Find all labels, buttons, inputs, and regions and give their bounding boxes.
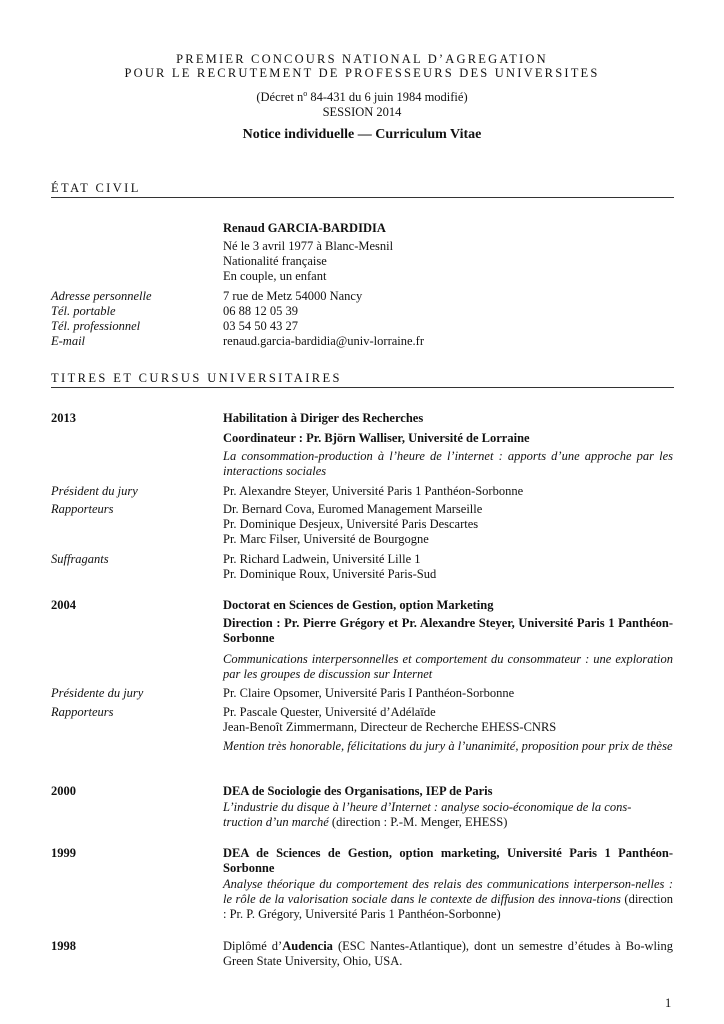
header-line-2: POUR LE RECRUTEMENT DE PROFESSEURS DES UNIVERSITES <box>124 66 600 80</box>
address-value: 7 rue de Metz 54000 Nancy <box>223 289 363 303</box>
session-line: SESSION 2014 <box>322 105 402 119</box>
hdr-rapporteur-3: Pr. Marc Filser, Université de Bourgogne <box>223 532 429 546</box>
doctorat-president: Pr. Claire Opsomer, Université Paris I Panthéon-Sorbonne <box>223 686 515 700</box>
year-2013: 2013 <box>51 411 76 425</box>
hdr-rapporteur-1: Dr. Bernard Cova, Euromed Management Marseille <box>223 502 483 516</box>
doctorat-rapporteurs-label: Rapporteurs <box>51 705 114 719</box>
dea2000-thesis-line-2 <box>223 815 673 830</box>
dea1999-thesis-block <box>223 877 673 922</box>
header-line-1: PREMIER CONCOURS NATIONAL D’AGREGATION <box>176 52 548 66</box>
doctorat-title: Doctorat en Sciences de Gestion, option Marketing <box>223 598 494 612</box>
birth-info: Né le 3 avril 1977 à Blanc-Mesnil <box>223 239 394 253</box>
section-etat-civil: ÉTAT CIVIL <box>51 181 674 198</box>
dea2000-thesis-line-1: L’industrie du disque à l’heure d’Internet : analyse socio-économique de la cons- <box>223 800 632 814</box>
person-name: Renaud GARCIA-BARDIDIA <box>223 221 386 235</box>
section-titres: TITRES ET CURSUS UNIVERSITAIRES <box>51 371 674 388</box>
email-value[interactable]: renaud.garcia-bardidia@univ-lorraine.fr <box>223 334 424 348</box>
hdr-rapporteur-2: Pr. Dominique Desjeux, Université Paris Descartes <box>223 517 479 531</box>
doctorat-president-label: Présidente du jury <box>51 686 144 700</box>
year-2000: 2000 <box>51 784 76 798</box>
mobile-value: 06 88 12 05 39 <box>223 304 298 318</box>
hdr-coordinator: Coordinateur : Pr. Björn Walliser, Université de Lorraine <box>223 431 530 445</box>
doctorat-thesis: Communications interpersonnelles et comportement du consommateur : une exploration par les groupes de discussion sur Internet <box>223 652 673 681</box>
year-1999: 1999 <box>51 846 76 860</box>
audencia-pre: Diplômé d’ <box>223 939 283 953</box>
audencia-entry <box>223 939 673 969</box>
work-phone-value: 03 54 50 43 27 <box>223 319 298 333</box>
work-phone-label: Tél. professionnel <box>51 319 141 333</box>
year-2004: 2004 <box>51 598 76 612</box>
nationality: Nationalité française <box>223 254 327 268</box>
hdr-suffragant-1: Pr. Richard Ladwein, Université Lille 1 <box>223 552 421 566</box>
doctorat-direction: Direction : Pr. Pierre Grégory et Pr. Alexandre Steyer, Université Paris 1 Panthéon-Sorbonne <box>223 616 673 645</box>
decree-line <box>0 90 724 105</box>
dea1999-thesis: Analyse théorique du comportement des relais des communications interperson-nelles : le rôle de la valorisation sociale dans le contexte de diffusion des innova-tions <box>223 877 673 906</box>
hdr-title: Habilitation à Diriger des Recherches <box>223 411 424 425</box>
audencia-post: (ESC Nantes-Atlantique), dont un semestre d’études à Bo-wling Green State University, Ohio, USA. <box>223 939 673 968</box>
hdr-suffragant-2: Pr. Dominique Roux, Université Paris-Sud <box>223 567 437 581</box>
hdr-president-label: Président du jury <box>51 484 138 498</box>
decree-sup: o <box>303 88 308 98</box>
dea2000-title: DEA de Sociologie des Organisations, IEP de Paris <box>223 784 493 798</box>
doctorat-mention: Mention très honorable, félicitations du jury à l’unanimité, proposition pour prix de thèse <box>223 739 673 753</box>
doctorat-rapporteur-2: Jean-Benoît Zimmermann, Directeur de Recherche EHESS-CNRS <box>223 720 557 734</box>
hdr-president: Pr. Alexandre Steyer, Université Paris 1 Panthéon-Sorbonne <box>223 484 524 498</box>
address-label: Adresse personnelle <box>51 289 152 303</box>
year-1998: 1998 <box>51 939 76 953</box>
decree-text-rest: 84-431 du 6 juin 1984 modifié) <box>307 90 468 104</box>
page-number: 1 <box>665 996 672 1010</box>
email-label: E-mail <box>51 334 86 348</box>
dea2000-thesis-end: truction d’un marché <box>223 815 329 829</box>
hdr-suffragants-label: Suffragants <box>51 552 109 566</box>
hdr-thesis: La consommation-production à l’heure de l’internet : apports d’une approche par les interactions sociales <box>223 449 673 478</box>
family-status: En couple, un enfant <box>223 269 327 283</box>
hdr-rapporteurs-label: Rapporteurs <box>51 502 114 516</box>
doctorat-rapporteur-1: Pr. Pascale Quester, Université d’Adélaïde <box>223 705 436 719</box>
dea2000-direction: (direction : P.-M. Menger, EHESS) <box>328 815 508 829</box>
dea1999-title: DEA de Sciences de Gestion, option marketing, Université Paris 1 Panthéon-Sorbonne <box>223 846 673 875</box>
audencia-school: Audencia <box>282 939 333 953</box>
dea1999-direction: (direction : Pr. P. Grégory, Université Paris 1 Panthéon-Sorbonne) <box>223 892 673 921</box>
decree-text: (Décret n <box>256 90 304 104</box>
mobile-label: Tél. portable <box>51 304 116 318</box>
document-title: Notice individuelle — Curriculum Vitae <box>242 127 482 142</box>
